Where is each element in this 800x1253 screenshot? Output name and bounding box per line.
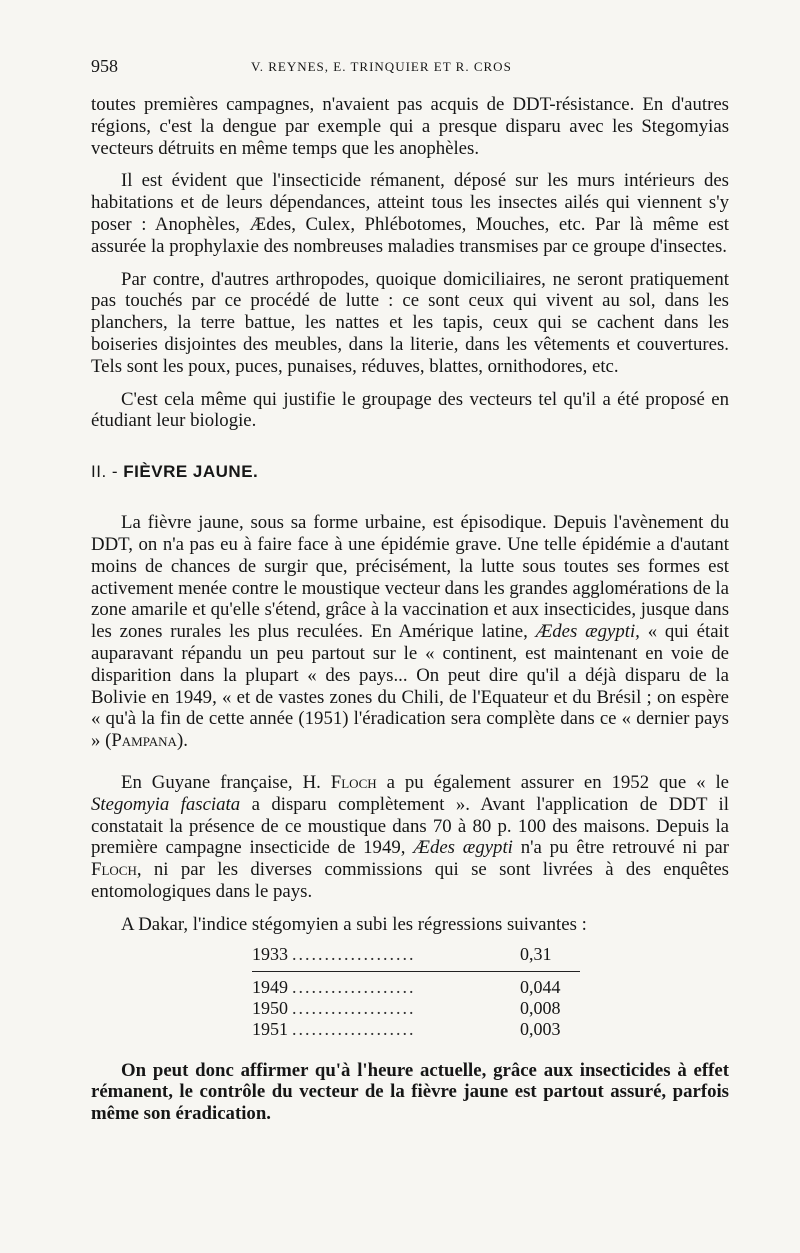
article-body <box>91 94 729 1125</box>
regression-table <box>252 944 580 1040</box>
page-header <box>91 56 711 80</box>
paragraph-4: C'est cela même qui justifie le groupage des vecteurs tel qu'il a été proposé en étudiant leur biologie. <box>91 388 729 432</box>
paragraph-5: La fièvre jaune, sous sa forme urbaine, est épisodique. Depuis l'avènement du DDT, on n'a pas eu à faire face à une épidémie grave. Une telle épidémie a d'autant moins de chances de surgir que, précisément, la lutte sous toutes ses formes est activement menée contre le moustique vecteur dans les grandes agglomérations de la zone amarile et qu'elle s'étend, grâce à la vaccination et aux insecticides, jusque dans les zones rurales les plus reculées. En Amérique latine, Ædes ægypti, « qui était auparavant répandu un peu partout sur le « continent, est maintenant en voie de disparition dans la plupart « des pays... On peut dire qu'il a déjà disparu de la Bolivie en 1949, « et de vastes zones du Chili, de l'Equateur et du Brésil ; on espère « qu'à la fin de cette année (1951) l'éradication sera complète dans ce « dernier pays » (Pampana). <box>91 512 729 752</box>
author-name: Floch, <box>91 859 142 881</box>
author-name: Pampana <box>111 730 177 752</box>
running-head: V. REYNES, E. TRINQUIER ET R. CROS <box>251 59 512 74</box>
page-number: 958 <box>91 56 118 76</box>
section-title: FIÈVRE JAUNE. <box>123 462 259 482</box>
table-row <box>252 998 580 1019</box>
leader-dots: ................... <box>292 997 416 1018</box>
leader-dots: ................... <box>292 976 416 997</box>
conclusion <box>91 1060 729 1125</box>
table-row <box>252 1019 580 1040</box>
paragraph-3: Par contre, d'autres arthropodes, quoique domiciliaires, ne seront pratiquement pas touchés par ce procédé de lutte : ce sont ceux qui vivent au sol, dans les planchers, la terre battue, les nattes et les tapis, ceux qui se cachent dans les boiseries disjointes des meubles, dans la literie, dans les vêtements et couvertures. Tels sont les poux, puces, punaises, réduves, blattes, ornithodores, etc. <box>91 268 729 377</box>
leader-dots: ................... <box>292 1018 416 1039</box>
table-rule <box>252 971 580 972</box>
species-name: Ædes ægypti, <box>535 621 640 643</box>
table-year: 1949 <box>252 976 288 997</box>
section-heading <box>91 462 729 482</box>
paragraph-7: A Dakar, l'indice stégomyien a subi les régressions suivantes : <box>121 913 587 935</box>
table-value: 0,008 <box>520 997 561 1018</box>
table-row <box>252 944 580 965</box>
paragraph-6: En Guyane française, H. Floch a pu également assurer en 1952 que « le Stegomyia fasciata a disparu complètement ». Avant l'application de DDT il constatait la présence de ce moustique dans 70 à 80 p. 100 des maisons. Depuis la première campagne insecticide de 1949, Ædes ægypti n'a pu être retrouvé ni par Floch, ni par les diverses commissions qui se sont livrées à des enquêtes entomologiques dans le pays. <box>91 771 729 902</box>
table-value: 0,003 <box>520 1018 561 1039</box>
leader-dots: ................... <box>292 943 416 964</box>
paragraph-1: toutes premières campagnes, n'avaient pas acquis de DDT-résistance. En d'autres régions, c'est la dengue par exemple qui a presque disparu avec les Stegomyias vecteurs détruits en même temps que les anophèles. <box>91 94 729 159</box>
table-year: 1950 <box>252 997 288 1018</box>
author-name: Floch <box>330 771 377 793</box>
table-row <box>252 977 580 998</box>
table-value: 0,044 <box>520 976 561 997</box>
table-year: 1933 <box>252 943 288 964</box>
table-value: 0,31 <box>520 943 552 964</box>
table-year: 1951 <box>252 1018 288 1039</box>
paragraph-2: Il est évident que l'insecticide rémanent, déposé sur les murs intérieurs des habitations et de leurs dépendances, atteint tous les insectes ailés qui viennent s'y poser : Anophèles, Ædes, Culex, Phlébotomes, Mouches, etc. Par là même est assurée la prophylaxie des nombreuses maladies transmises par ce groupe d'insectes. <box>91 170 729 257</box>
section-number: II. - <box>91 462 119 482</box>
species-name: Stegomyia fasciata <box>91 793 241 815</box>
species-name: Ædes ægypti <box>413 837 513 859</box>
paragraph-8: On peut donc affirmer qu'à l'heure actuelle, grâce aux insecticides à effet rémanent, le contrôle du vecteur de la fièvre jaune est partout assuré, parfois même son éradication. <box>91 1059 729 1125</box>
